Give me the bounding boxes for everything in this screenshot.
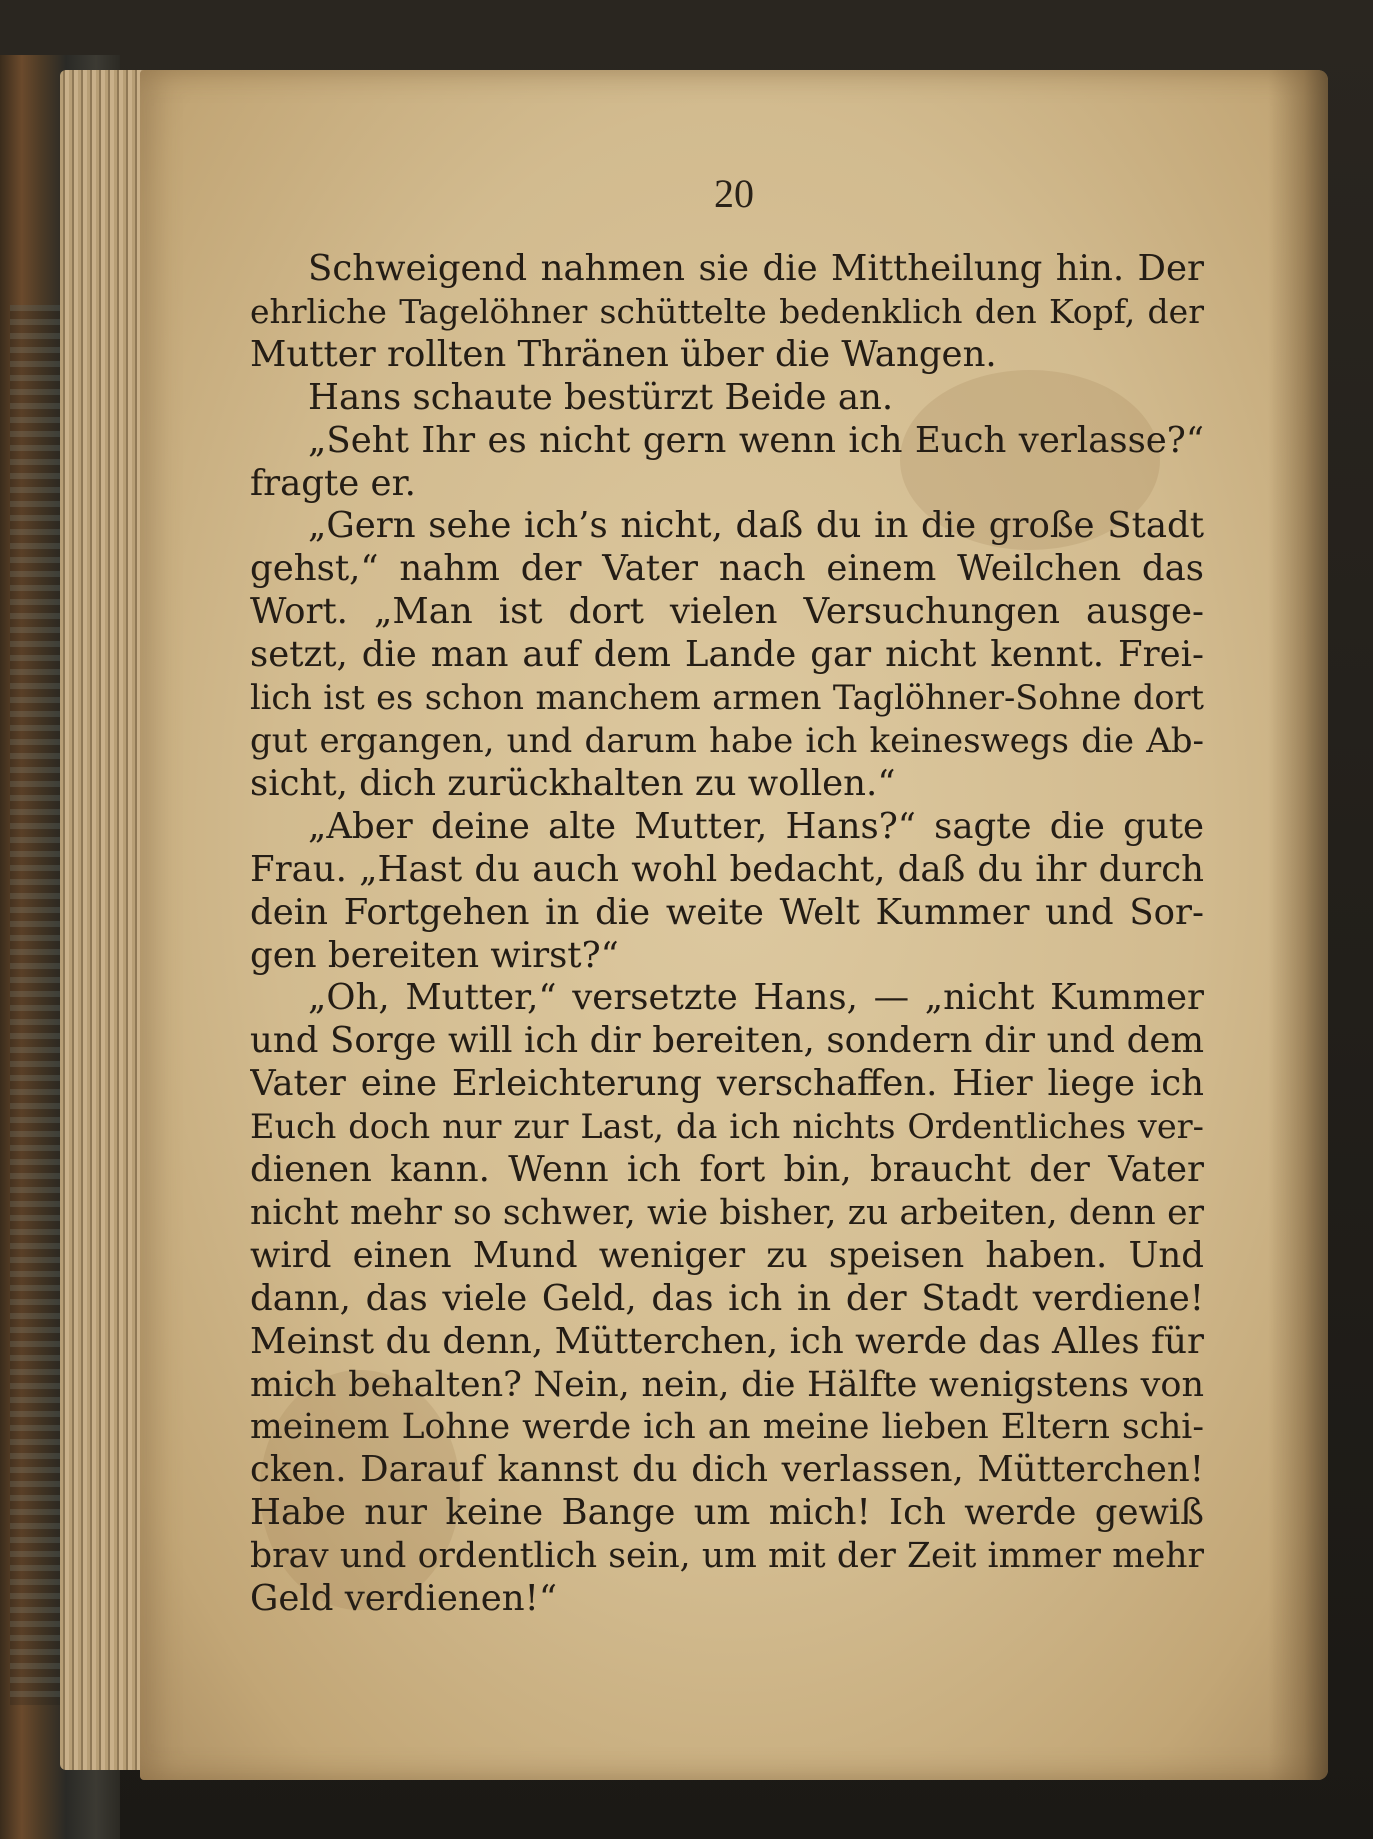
text-line: gut ergangen, und darum habe ich keineswegs die Ab- (250, 720, 1204, 761)
text-line: Hans schaute bestürzt Beide an. (308, 376, 894, 418)
text-line: „Gern sehe ich’s nicht, daß du in die große Stadt (308, 505, 1204, 547)
text-line: Schweigend nahmen sie die Mittheilung hin. Der (308, 248, 1204, 289)
text-line: „Aber deine alte Mutter, Hans?“ sagte die gute (308, 805, 1204, 847)
text-line: Vater eine Erleichterung verschaffen. Hier liege ich (250, 1063, 1204, 1105)
text-line: Frau. „Hast du auch wohl bedacht, daß du ihr durch (250, 848, 1204, 890)
text-line: Geld verdienen!“ (250, 1578, 558, 1620)
page-number: 20 (714, 171, 754, 216)
text-line: Euch doch nur zur Last, da ich nichts Ordentliches ver- (250, 1107, 1204, 1147)
text-line: nicht mehr so schwer, wie bisher, zu arbeiten, denn er (250, 1192, 1204, 1233)
text-line: setzt, die man auf dem Lande gar nicht kennt. Frei- (250, 634, 1204, 676)
text-line: dienen kann. Wenn ich fort bin, braucht der Vater (250, 1149, 1204, 1191)
text-line: ehrliche Tagelöhner schüttelte bedenklich den Kopf, der (250, 291, 1204, 331)
text-line: Meinst du denn, Mütterchen, ich werde das Alles für (250, 1320, 1204, 1362)
text-line: Wort. „Man ist dort vielen Versuchungen ausge- (250, 591, 1204, 633)
text-line: sicht, dich zurückhalten zu wollen.“ (250, 762, 896, 804)
text-line: und Sorge will ich dir bereiten, sondern dir und dem (250, 1020, 1204, 1062)
text-line: gehst,“ nahm der Vater nach einem Weilchen das (250, 548, 1204, 590)
body-text (250, 248, 1204, 1621)
text-line: mich behalten? Nein, nein, die Hälfte wenigstens von (250, 1364, 1204, 1405)
text-line: Mutter rollten Thränen über die Wangen. (250, 333, 997, 375)
text-line: Habe nur keine Bange um mich! Ich werde gewiß (250, 1492, 1204, 1534)
text-line: cken. Darauf kannst du dich verlassen, Mütterchen! (250, 1449, 1204, 1491)
text-line: meinem Lohne werde ich an meine lieben Eltern schi- (250, 1407, 1204, 1448)
page-gutter-shadow (1268, 70, 1328, 1780)
text-line: gen bereiten wirst?“ (250, 934, 619, 976)
text-line: „Oh, Mutter,“ versetzte Hans, — „nicht Kummer (308, 977, 1204, 1019)
text-line: wird einen Mund weniger zu speisen haben. Und (250, 1234, 1204, 1276)
text-line: brav und ordentlich sein, um mit der Zeit immer mehr (250, 1536, 1204, 1577)
text-line: „Seht Ihr es nicht gern wenn ich Euch verlasse?“ (308, 419, 1204, 461)
text-line: lich ist es schon manchem armen Taglöhner-Sohne dort (250, 678, 1204, 718)
text-line: dann, das viele Geld, das ich in der Stadt verdiene! (250, 1277, 1204, 1319)
text-line: dein Fortgehen in die weite Welt Kummer und Sor- (250, 891, 1204, 933)
text-line: fragte er. (250, 462, 416, 504)
book-page (140, 70, 1328, 1780)
